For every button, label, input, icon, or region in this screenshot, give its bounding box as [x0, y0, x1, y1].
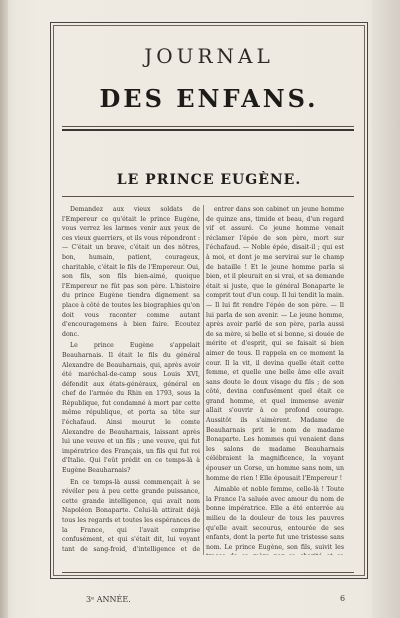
title-rule — [62, 196, 354, 197]
masthead-des-enfans: DES ENFANS. — [99, 84, 319, 113]
article-title: LE PRINCE EUGÈNE. — [116, 172, 302, 188]
column-divider — [203, 205, 204, 555]
masthead-journal: JOURNAL — [144, 44, 274, 68]
article-column-left — [62, 205, 200, 555]
masthead-rule-top — [62, 126, 354, 127]
masthead-rule-thick — [62, 129, 354, 131]
left-paragraph-1: Demandez aux vieux soldats de l'Empereur ce qu'était le prince Eugène, vous verrez les larmes venir aux yeux de ces vieux guerriers, et ils vous répondront : — C'était un brave, c'était un des nôtres, bon, humain, patient, courageux, charitable, c'était le fils de l'Empereur. Oui, son fils, son fils bien-aimé, quoique l'Empereur ne fût pas son père. L'histoire du prince Eugène tiendra dignement sa place à côté de toutes les biographies qu'on doit vous raconter comme autant d'encouragemens à bien faire. Ecoutez donc. — [62, 206, 200, 338]
left-paragraph-2: Le prince Eugène s'appelait Beauharnais. Il était le fils du général Alexandre de Beauharnais, qui, après avoir été maréchal-de-camp sous Louis XVI, défendit aux états-généraux, général en chef de l'armée du Rhin en 1793, sous la République, fut condamné à mort par cette même république, et porta sa tête sur l'échafaud. Ainsi mourut le comte Alexandre de Beauharnais, laissant après lui une veuve et un fils ; une veuve, qui fut impératrice des Français, un fils qui fut roi d'Italie. Qui l'eût prédit en ce temps-là à Eugène Beauharnais? — [62, 342, 200, 475]
issue-year-label: 3ᵉ ANNÉE. — [86, 595, 131, 604]
page-edge-shadow — [372, 0, 400, 618]
left-paragraph-3: En ce temps-là aussi commençait à se révéler peu à peu cette grande puissance, cette grande intelligence, qui avait nom Napoléon Bonaparte. Celui-là attirait déjà tous les regards et toutes les espérances de la France, qui l'avait comprise confusément, et qui s'était dit, lui voyant tant de sang-froid, d'intelligence et de — [62, 478, 200, 553]
right-paragraph-2: Aimable et noble femme, celle-là ! Toute la France l'a saluée avec amour du nom de bonne impératrice. Elle a été enterrée au milieu de la douleur de tous les pauvres qu'elle avait secourus, entourée de ses enfants, dont la perte fut une tristesse sans nom. Le prince Eugène, son fils, suivit les — [206, 486, 344, 551]
footer-rule — [62, 572, 354, 573]
article-column-right — [206, 205, 344, 555]
page-number: 6 — [340, 594, 346, 603]
right-paragraph-1: entrer dans son cabinet un jeune homme de quinze ans, timide et beau, d'un regard vif et assuré. Ce jeune homme venait réclamer l'épée de son père, mort sur l'échafaud. — Noble épée, disait-il ; qui est à moi, et dont je me servirai sur le champ de bataille ! Et le jeune homme parla si bien, et il pleurait en si vrai, et sa demande était si juste, que le général Bonaparte le comprit tout d'un coup. Il lui tendit la main. — Il lui fit rendre l'épée de son père. — Il lui parla de son avenir. — Le jeune homme, après avoir parlé de son père, parla aussi de sa mère, si belle et si bonne, si douée de mérite et d'esprit, qui se faisait si bien aimer de tous. Il rappela en ce moment la cour. Il la vit, il devina quelle était cette femme, et quelle une belle âme elle avait sans doute le doux visage du fils ; de son côté, devina confusément quel était ce grand homme, et quel immense avenir allait s'ouvrir à ce profond courage. Aussitôt ils s'aimèrent. Madame de Beauharnais prit le nom de madame Bonaparte. Les hommes qui venaient dans les salons de madame Beauharnais célébraient la magnificence, la voyant épouser un Corse, un homme sans nom, un homme de rien ! Elle épousait l'Empereur ! — [206, 206, 344, 482]
book-spine-edge — [0, 0, 8, 618]
